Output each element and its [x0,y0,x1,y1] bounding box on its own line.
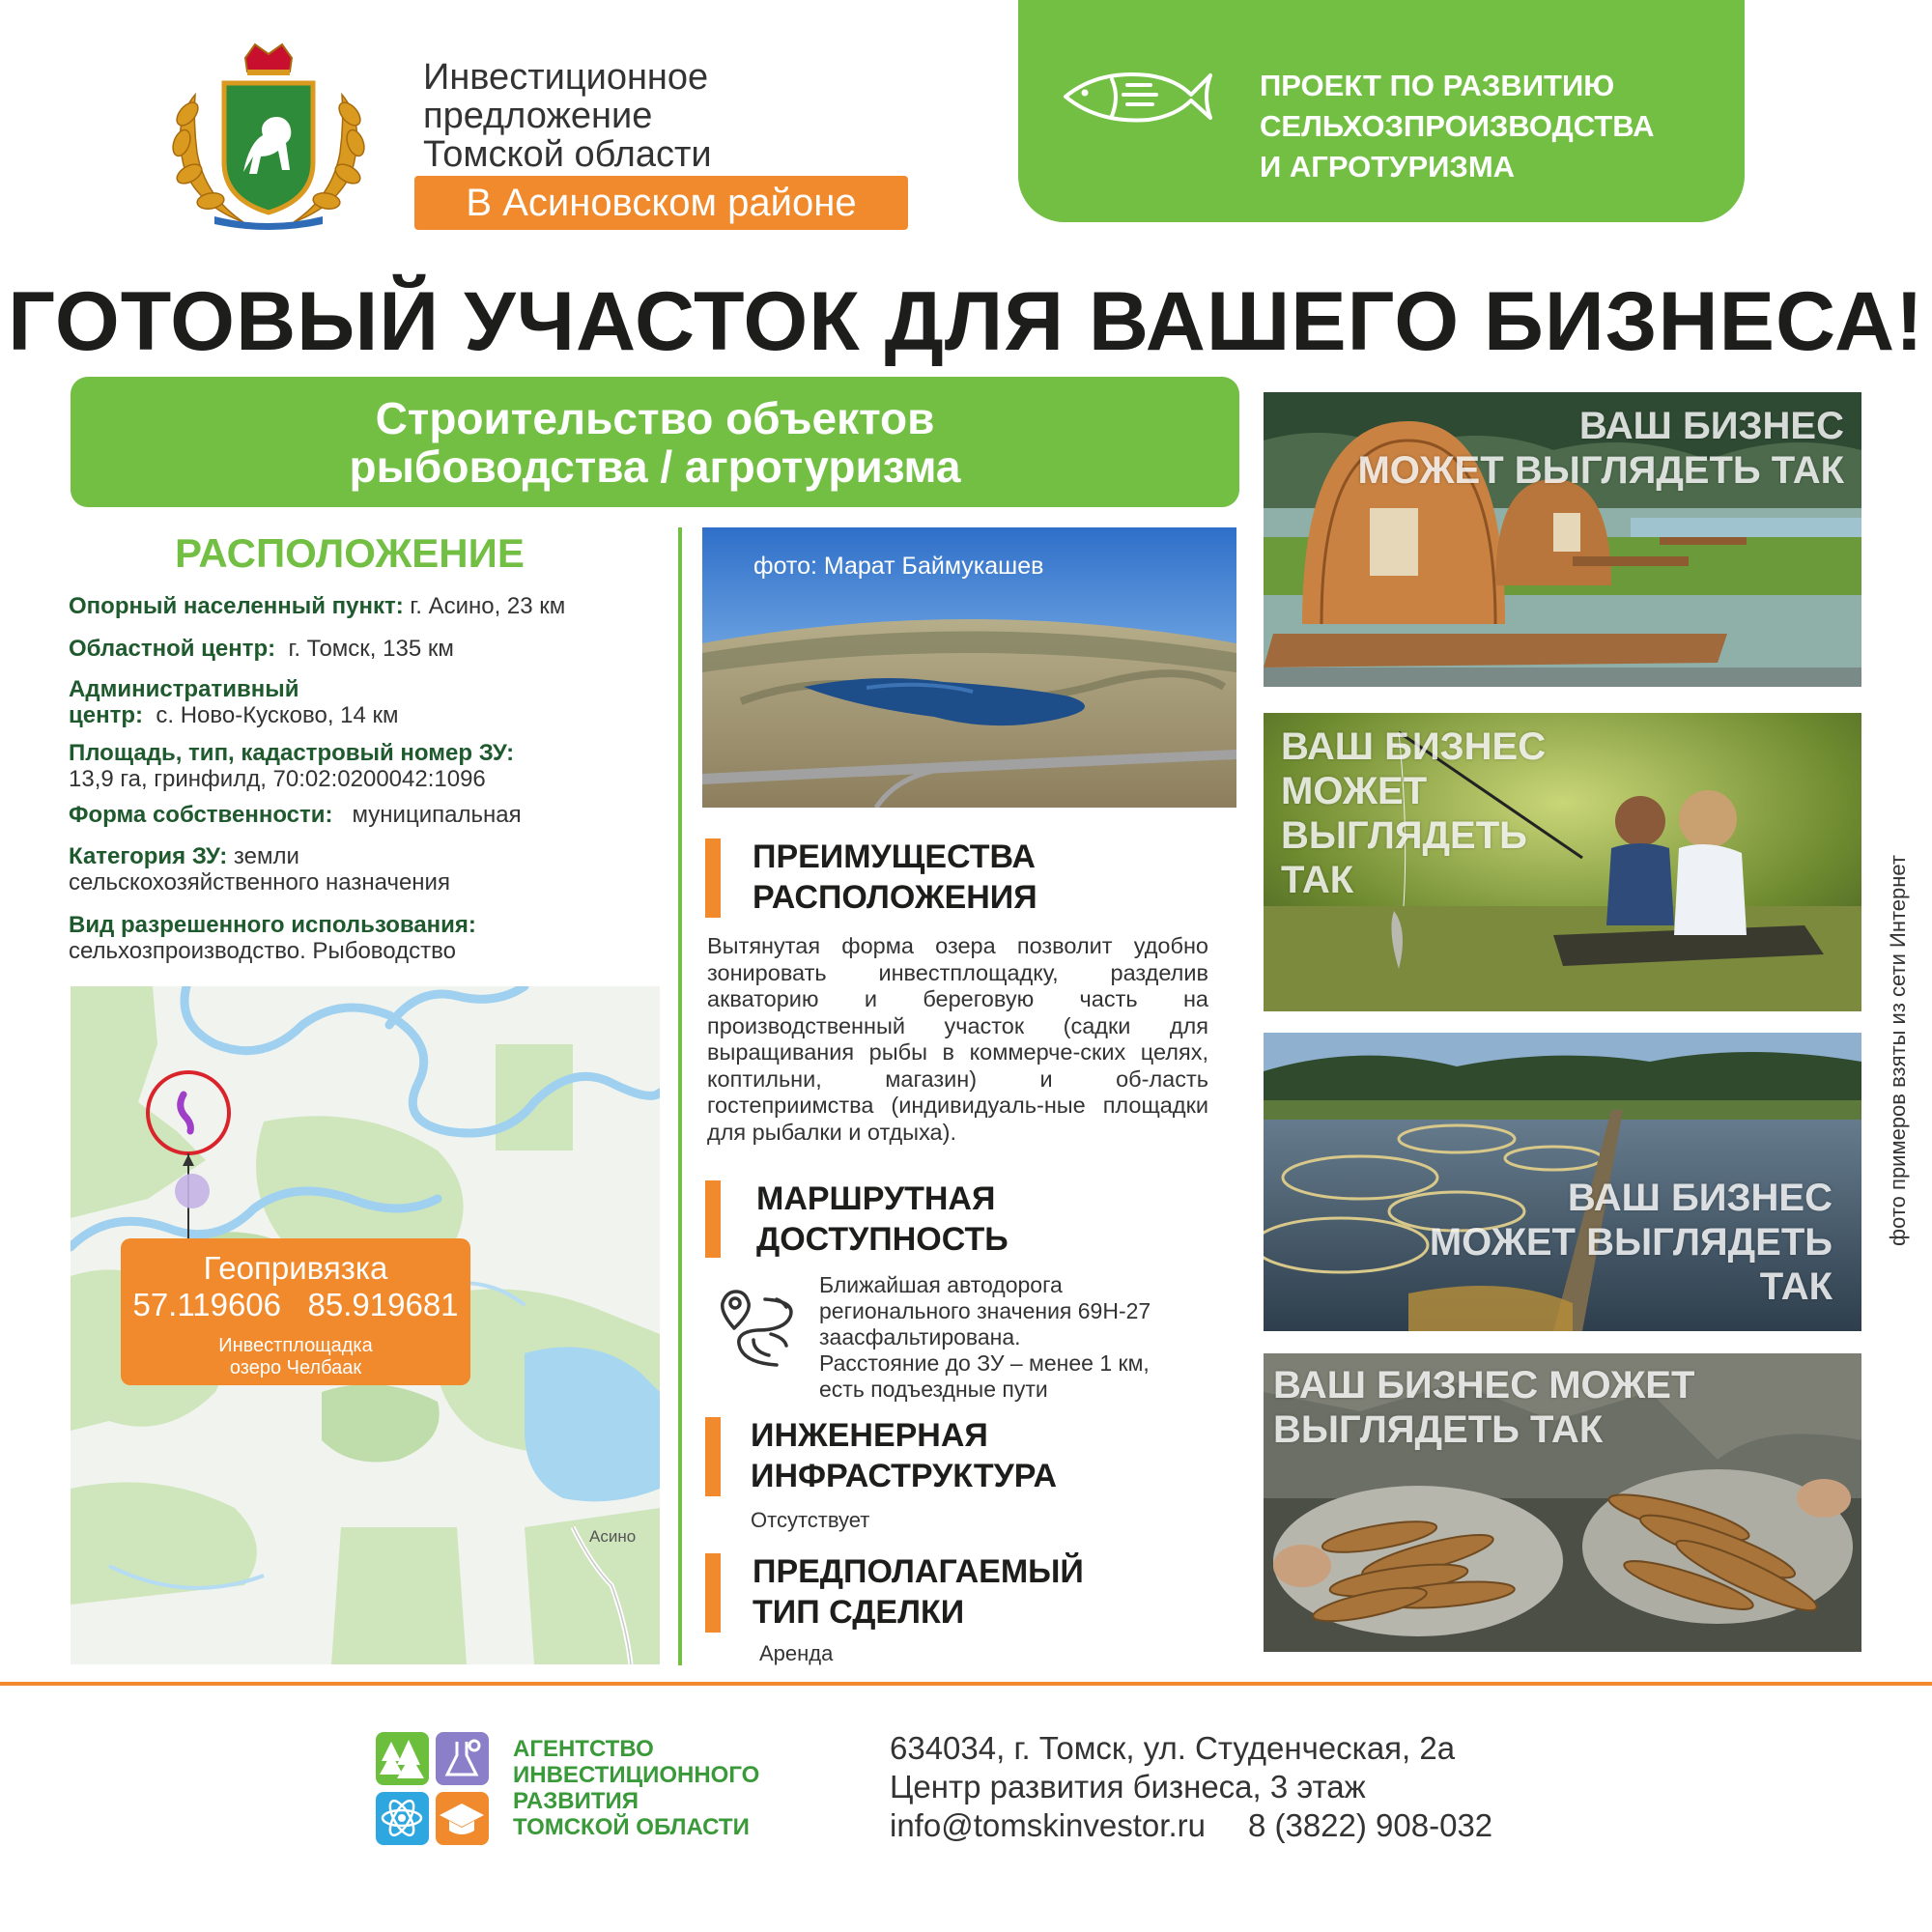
coat-of-arms-emblem [166,37,371,230]
section-marker [705,838,721,918]
route-line: Расстояние до ЗУ – менее 1 км, [819,1350,1150,1376]
info-settlement [69,593,565,619]
contacts [890,1729,1492,1845]
geo-title: Геопривязка [203,1250,388,1286]
infra-value: Отсутствует [751,1508,870,1532]
site-line: Инвестплощадка [218,1335,373,1356]
contact-line [890,1806,1492,1845]
email-link[interactable]: info@tomskinvestor.ru [890,1807,1206,1843]
info-value: сельскохозяйственного назначения [69,869,450,895]
info-label: Форма собственности: [69,802,333,828]
location-title: РАСПОЛОЖЕНИЕ [175,530,525,576]
town-label: Асино [589,1527,637,1546]
forest-icon [376,1732,429,1785]
photo-overlay-text [1273,1363,1694,1452]
section-marker [705,1417,721,1496]
deal-title [753,1551,1084,1633]
heading-line: МАРШРУТНАЯ [756,1180,996,1217]
heading-line: РАСПОЛОЖЕНИЯ [753,879,1037,916]
info-label: Категория ЗУ: [69,843,228,869]
heading-line: ПРЕДПОЛАГАЕМЫЙ [753,1553,1084,1590]
photo-overlay-text [1357,404,1844,493]
overlay-line: ВАШ БИЗНЕС [1578,405,1844,447]
route-line: есть подъездные пути [819,1377,1048,1402]
agency-name [513,1736,759,1840]
overlay-line: ТАК [1281,859,1354,901]
overlay-line: МОЖЕТ ВЫГЛЯДЕТЬ ТАК [1357,449,1844,492]
title-line: Инвестиционное [423,57,709,98]
example-photo-glamping [1264,392,1861,687]
banner-line: ПРОЕКТ ПО РАЗВИТИЮ [1260,69,1615,102]
phone-number[interactable]: 8 (3822) 908-032 [1247,1807,1493,1843]
example-photo-smoked-fish [1264,1353,1861,1652]
title-line: предложение [423,96,653,136]
overlay-line: ТАК [1759,1265,1833,1308]
route-line: Ближайшая автодорога [819,1272,1063,1297]
agency-logo [376,1732,492,1848]
info-value: г. Томск, 135 км [275,636,454,662]
info-label: Площадь, тип, кадастровый номер ЗУ: [69,740,515,766]
banner-line: И АГРОТУРИЗМА [1260,150,1516,184]
district-badge: В Асиновском районе [414,176,908,230]
chemistry-icon [436,1732,489,1785]
info-label: Опорный населенный пункт: [69,593,404,619]
office-info: Центр развития бизнеса, 3 этаж [890,1769,1366,1804]
banner-line: СЕЛЬХОЗПРОИЗВОДСТВА [1260,109,1655,143]
overlay-line: ВЫГЛЯДЕТЬ ТАК [1273,1408,1604,1451]
project-line: рыбоводства / агротуризма [349,440,961,492]
info-label: центр: [69,702,144,728]
heading-line: ИНФРАСТРУКТУРА [751,1458,1058,1494]
site-line: озеро Челбаак [229,1357,362,1378]
photo-overlay-text [1281,724,1546,902]
info-value: с. Ново-Кусково, 14 км [143,702,399,728]
overlay-line: ВАШ БИЗНЕС [1281,725,1547,768]
site-name [121,1335,470,1379]
heading-line: ПРЕИМУЩЕСТВА [753,838,1036,875]
photo-credit: фото: Марат Баймукашев [753,553,1044,580]
info-area [69,740,514,792]
overlay-line: ВАШ БИЗНЕС МОЖЕТ [1273,1364,1695,1406]
overlay-line: ВАШ БИЗНЕС [1567,1177,1833,1219]
info-value: земли [227,843,299,869]
overlay-line: МОЖЕТ ВЫГЛЯДЕТЬ [1429,1221,1833,1264]
overlay-line: ВЫГЛЯДЕТЬ [1281,814,1527,857]
photo-source-note: фото примеров взяты из сети Интернет [1886,854,1910,1246]
address: 634034, г. Томск, ул. Студенческая, 2а [890,1730,1456,1766]
agency-line: АГЕНТСТВО [513,1736,654,1762]
heading-line: ИНЖЕНЕРНАЯ [751,1417,988,1454]
info-label: Областной центр: [69,636,276,662]
route-line: заасфальтирована. [819,1324,1021,1350]
agency-line: РАЗВИТИЯ [513,1788,639,1814]
graduation-cap-icon [436,1792,489,1845]
section-marker [705,1553,721,1633]
info-value: г. Асино, 23 км [403,593,566,619]
heading-line: ТИП СДЕЛКИ [753,1594,965,1631]
footer-divider [0,1682,1932,1686]
route-icon [715,1288,804,1369]
main-headline: ГОТОВЫЙ УЧАСТОК ДЛЯ ВАШЕГО БИЗНЕСА! [8,275,1924,368]
title-line: Томской области [423,134,712,175]
org-title [423,58,712,174]
agency-line: ТОМСКОЙ ОБЛАСТИ [513,1814,750,1840]
route-text [819,1272,1225,1403]
project-type-box [71,377,1239,507]
geo-lon: 85.919681 [307,1287,459,1322]
route-line: регионального значения 69Н-27 [819,1298,1151,1323]
geo-coordinates [121,1287,470,1323]
info-value: 13,9 га, гринфилд, 70:02:0200042:1096 [69,766,486,792]
route-title [756,1179,1009,1260]
section-marker [705,1180,721,1258]
advantages-text: Вытянутая форма озера позволит удобно зонировать инвестплощадку, разделив акваторию и береговую часть на производственный участок (садки для выращивания рыбы в коммерче-ских целях, коптильни, магазин) и об-ласть гостеприимства (индивидуаль-ные площадки для рыбалки и отдыха). [707,933,1208,1145]
info-land-category [69,843,450,895]
info-value: муниципальная [332,802,522,828]
deal-value: Аренда [759,1641,834,1665]
info-label: Административный [69,676,299,702]
banner-text [1260,66,1654,187]
column-divider [678,527,682,1665]
project-line: Строительство объектов [375,392,935,443]
info-value: сельхозпроизводство. Рыбоводство [69,938,456,964]
info-permitted-use [69,912,476,964]
info-admin-center [69,676,399,728]
info-regional-center [69,636,454,662]
example-photo-fish-farm [1264,1033,1861,1331]
photo-overlay-text [1430,1176,1833,1309]
infra-title [751,1415,1057,1496]
advantages-title [753,837,1037,918]
fish-icon [1060,66,1214,128]
atom-icon [376,1792,429,1845]
info-label: Вид разрешенного использования: [69,912,476,938]
overlay-line: МОЖЕТ [1281,770,1428,812]
info-ownership [69,802,522,828]
heading-line: ДОСТУПНОСТЬ [756,1221,1009,1258]
geo-lat: 57.119606 [132,1287,282,1322]
agency-line: ИНВЕСТИЦИОННОГО [513,1762,760,1788]
example-photo-fishing-kids [1264,713,1861,1011]
